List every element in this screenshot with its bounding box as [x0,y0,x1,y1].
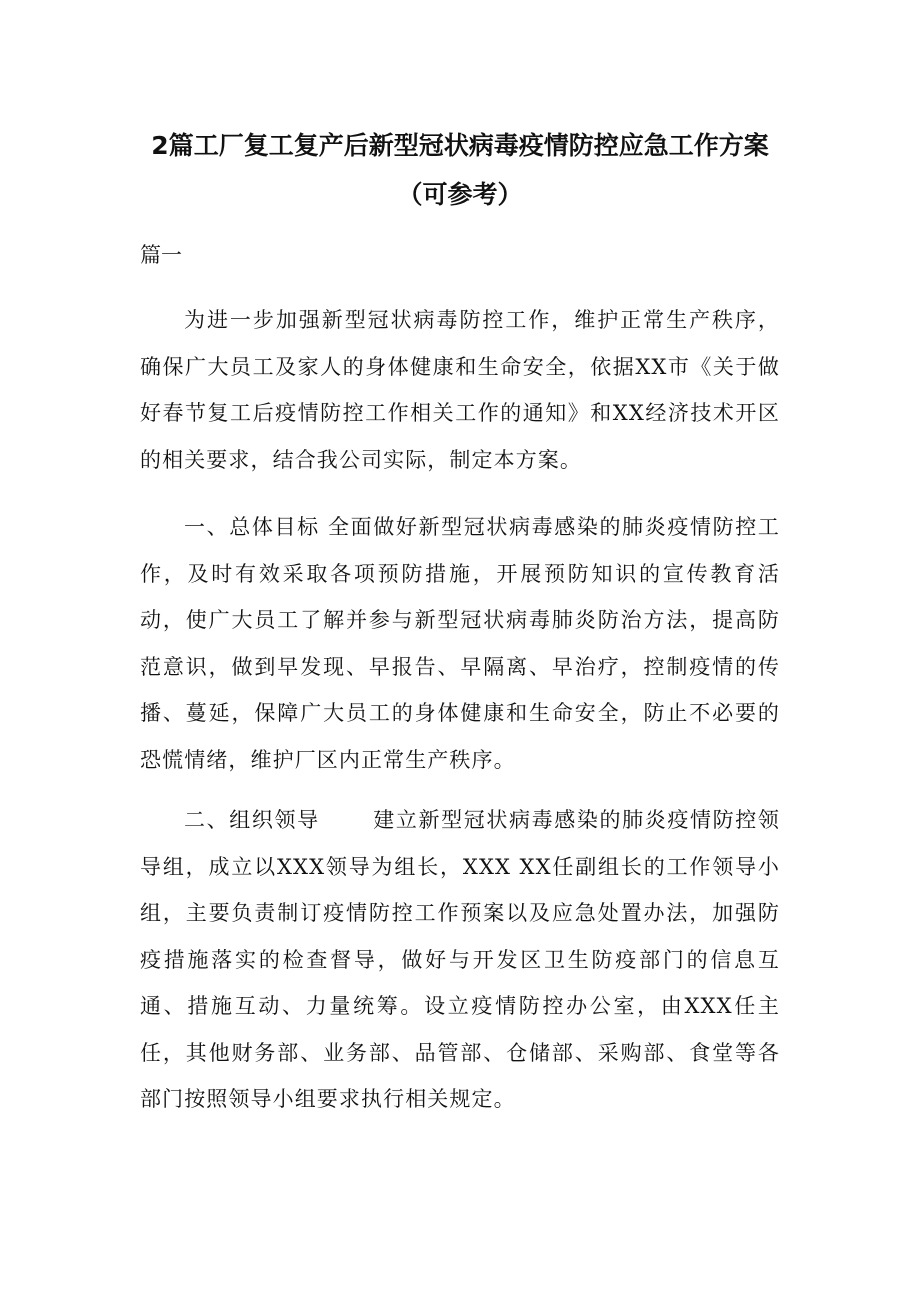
document-title: 2篇工厂复工复产后新型冠状病毒疫情防控应急工作方案 [151,131,769,160]
paragraph-intro: 为进一步加强新型冠状病毒防控工作，维护正常生产秩序，确保广大员工及家人的身体健康和生命安全，依据XX市《关于做好春节复工后疫情防控工作相关工作的通知》和XX经济技术开区的相关要求，结合我公司实际，制定本方案。 [140,308,780,472]
paragraph-overall-goal: 一、总体目标 全面做好新型冠状病毒感染的肺炎疫情防控工作，及时有效采取各项预防措施，开展预防知识的宣传教育活动，使广大员工了解并参与新型冠状病毒肺炎防治方法，提高防范意识，做到早发现、早报告、早隔离、早治疗，控制疫情的传播、蔓延，保障广大员工的身体健康和生命安全，防止不必要的恐慌情绪，维护厂区内正常生产秩序。 [140,515,780,772]
section-label: 篇一 [140,243,182,267]
paragraph-organization: 二、组织领导 建立新型冠状病毒感染的肺炎疫情防控领导组，成立以XXX领导为组长，XXX XX任副组长的工作领导小组，主要负责制订疫情防控工作预案以及应急处置办法，加强防疫措施落实的检查督导，做好与开发区卫生防疫部门的信息互通、措施互动、力量统筹。设立疫情防控办公室，由XXX任主任，其他财务部、业务部、品管部、仓储部、采购部、食堂等各部门按照领导小组要求执行相关规定。 [140,808,780,1111]
document-subtitle: （可参考） [397,180,523,209]
